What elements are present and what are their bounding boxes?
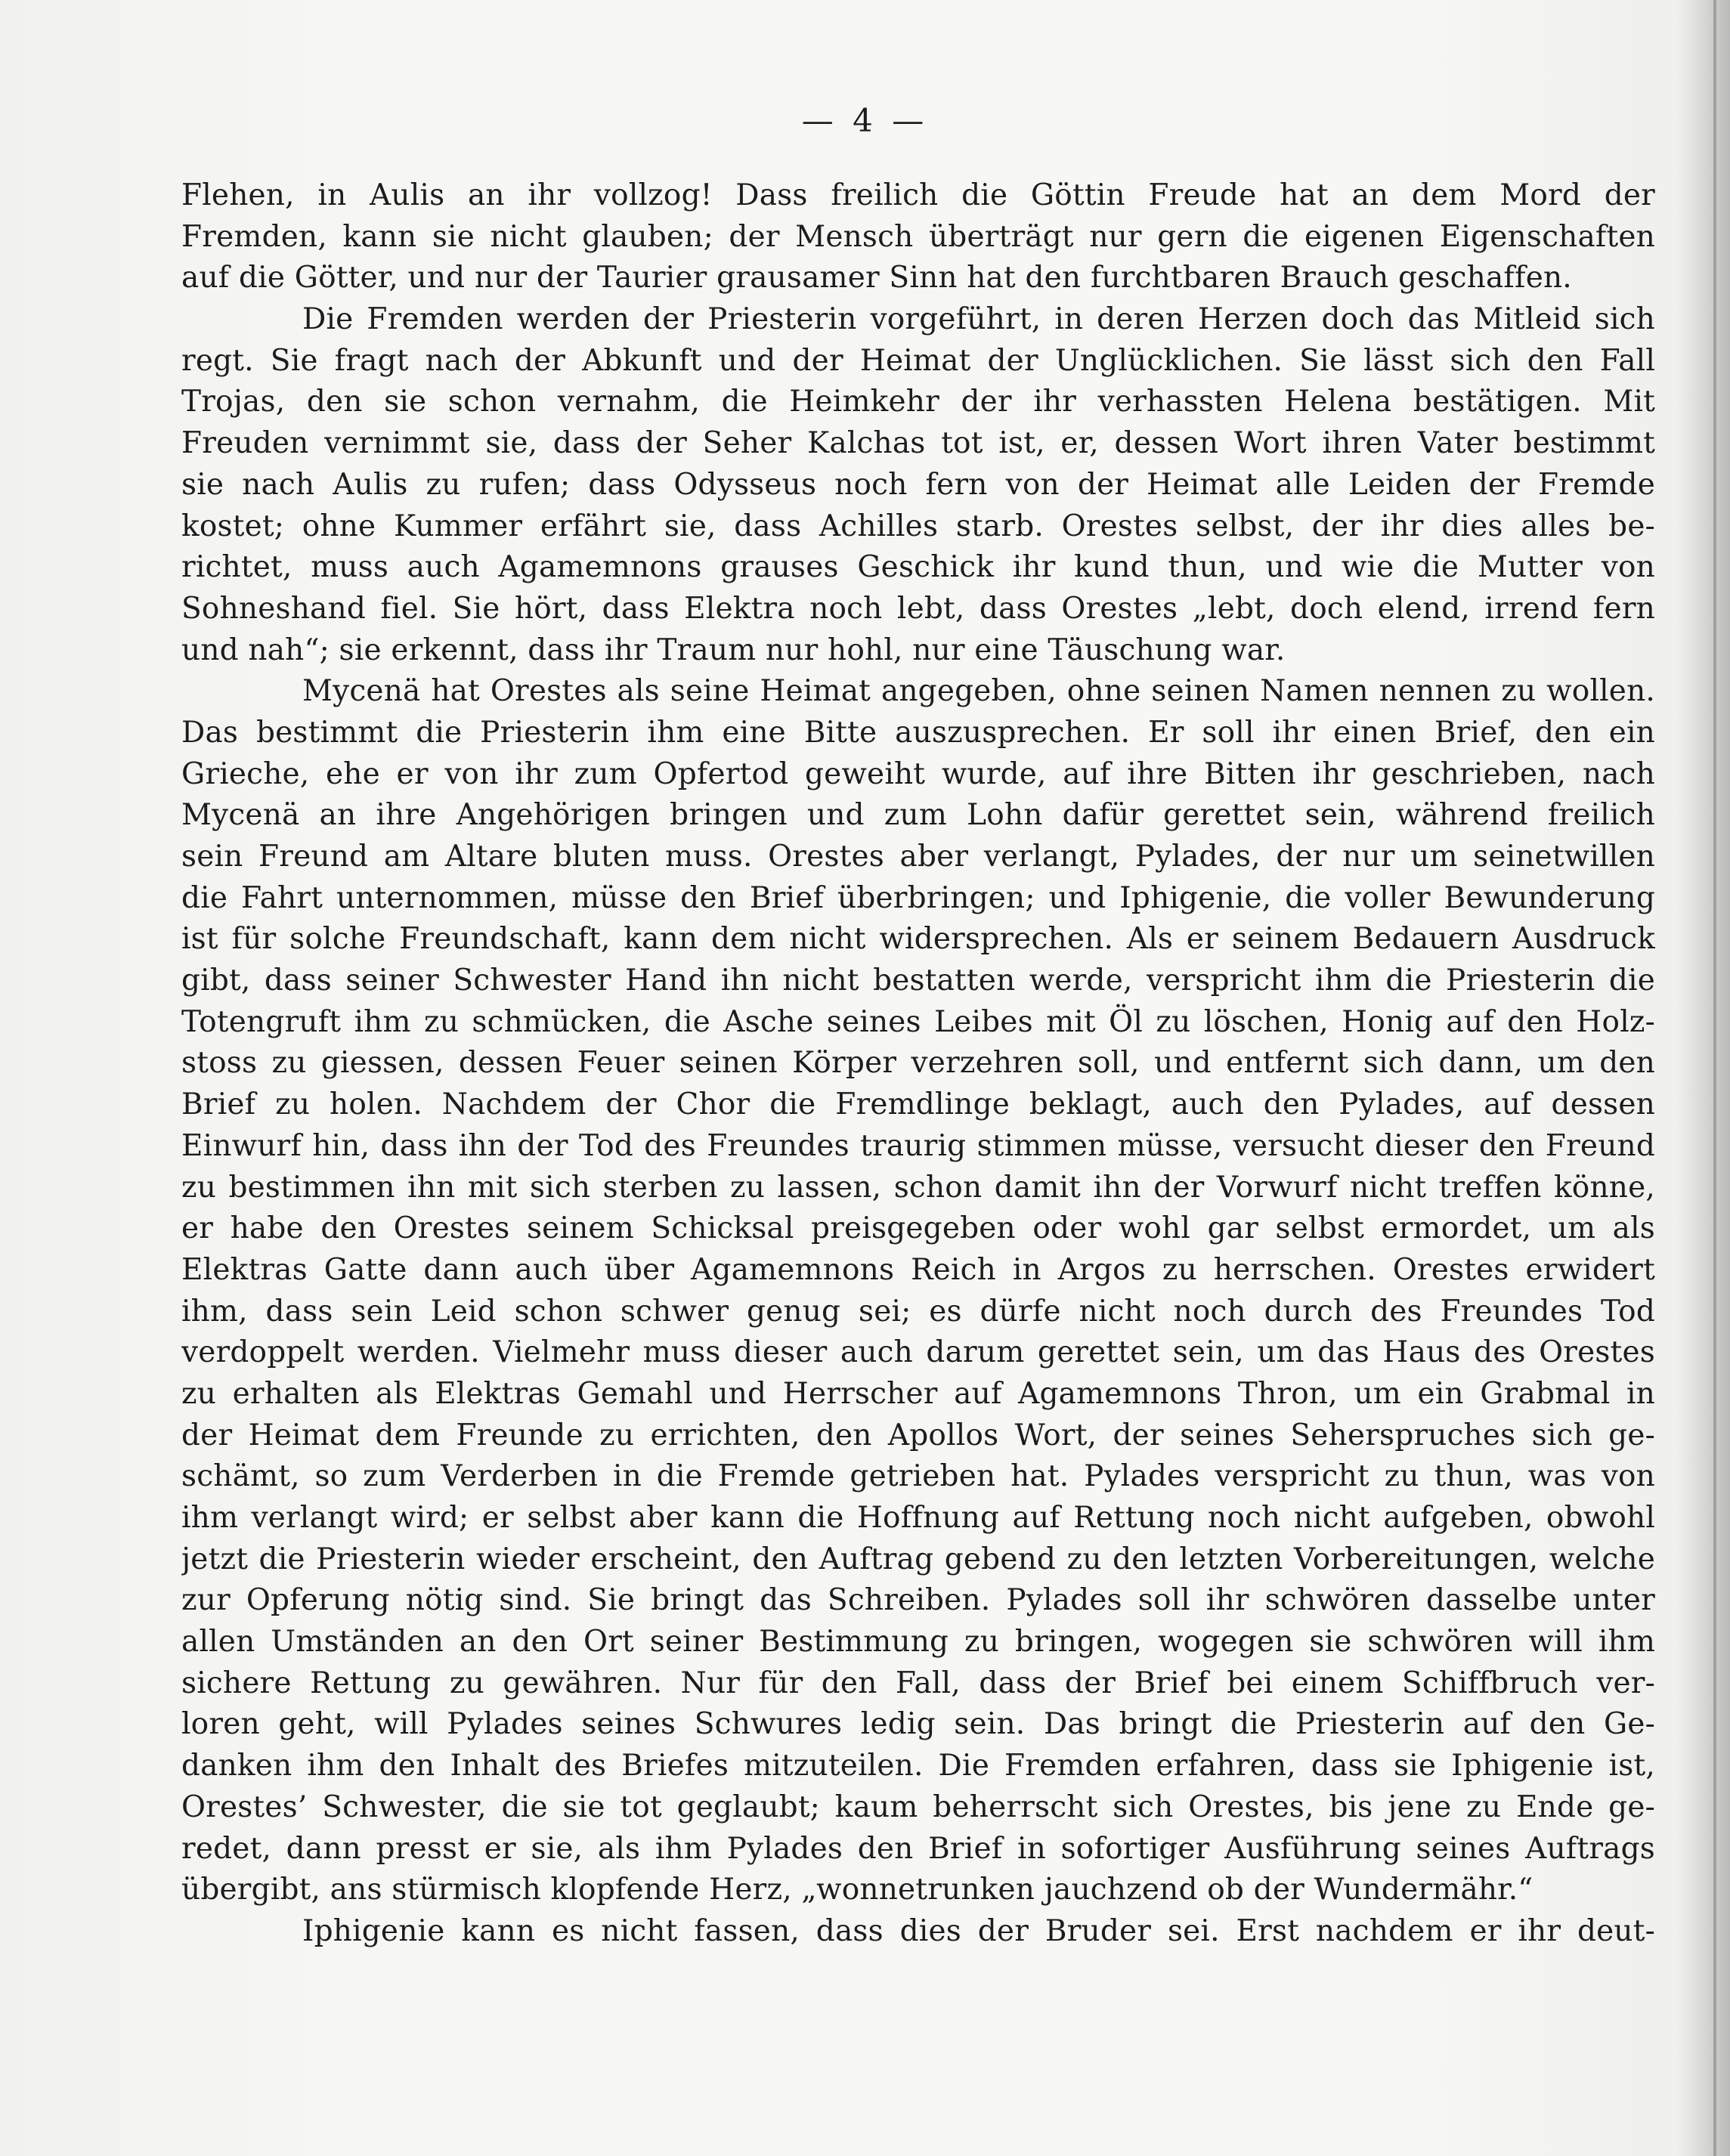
text-line: schämt, so zum Verderben in die Fremde getrieben hat. Pylades verspricht zu thun, was von [181,1459,1655,1494]
text-line: Freuden vernimmt sie, dass der Seher Kalchas tot ist, er, dessen Wort ihren Vater bestimmt [181,426,1655,461]
text-line: ihm, dass sein Leid schon schwer genug sei; es dürfe nicht noch durch des Freundes Tod [181,1294,1655,1329]
text-line: Mycenä an ihre Angehörigen bringen und zum Lohn dafür gerettet sein, während freilich [181,798,1655,833]
text-line: Trojas, den sie schon vernahm, die Heimkehr der ihr verhassten Helena bestätigen. Mit [181,385,1655,419]
text-line: ihm verlangt wird; er selbst aber kann die Hoffnung auf Rettung noch nicht aufgeben, obwohl [181,1501,1655,1535]
body-text [181,175,1655,1953]
text-line: Elektras Gatte dann auch über Agamemnons Reich in Argos zu herrschen. Orestes erwidert [181,1252,1655,1287]
text-line: gibt, dass seiner Schwester Hand ihn nicht bestatten werde, verspricht ihm die Priesterin die [181,964,1655,998]
text-line: Fremden, kann sie nicht glauben; der Mensch überträgt nur gern die eigenen Eigenschaften [181,219,1655,254]
text-line: und nah“; sie erkennt, dass ihr Traum nur hohl, nur eine Täuschung war. [181,633,1286,667]
text-line: stoss zu giessen, dessen Feuer seinen Körper verzehren soll, und entfernt sich dann, um den [181,1046,1655,1081]
text-line: zur Opferung nötig sind. Sie bringt das Schreiben. Pylades soll ihr schwören dasselbe unter [181,1583,1655,1618]
text-line: Grieche, ehe er von ihr zum Opfertod geweiht wurde, auf ihre Bitten ihr geschrieben, nach [181,756,1655,791]
text-line: Das bestimmt die Priesterin ihm eine Bitte auszusprechen. Er soll ihr einen Brief, den ein [181,715,1655,750]
text-line: Die Fremden werden der Priesterin vorgeführt, in deren Herzen doch das Mitleid sich [302,302,1655,337]
text-line: Sohneshand fiel. Sie hört, dass Elektra noch lebt, dass Orestes „lebt, doch elend, irrend fern [181,591,1655,626]
text-line: er habe den Orestes seinem Schicksal preisgegeben oder wohl gar selbst ermordet, um als [181,1211,1655,1246]
text-line: verdoppelt werden. Vielmehr muss dieser auch darum gerettet sein, um das Haus des Orestes [181,1335,1655,1370]
text-line: Mycenä hat Orestes als seine Heimat angegeben, ohne seinen Namen nennen zu wollen. [302,674,1655,709]
text-line: Einwurf hin, dass ihn der Tod des Freundes traurig stimmen müsse, versucht dieser den Freund [181,1128,1655,1163]
page-edge-shadow [1677,0,1730,2156]
text-line: zu erhalten als Elektras Gemahl und Herrscher auf Agamemnons Thron, um ein Grabmal in [181,1376,1655,1411]
text-line: allen Umständen an den Ort seiner Bestimmung zu bringen, wogegen sie schwören will ihm [181,1625,1655,1660]
text-line: der Heimat dem Freunde zu errichten, den Apollos Wort, der seines Seherspruches sich ge- [181,1418,1655,1452]
text-line: ist für solche Freundschaft, kann dem nicht widersprechen. Als er seinem Bedauern Ausdruck [181,922,1655,957]
page-number: — 4 — [801,102,929,139]
text-line: auf die Götter, und nur der Taurier grausamer Sinn hat den furchtbaren Brauch geschaffen. [181,261,1572,295]
text-line: danken ihm den Inhalt des Briefes mitzuteilen. Die Fremden erfahren, dass sie Iphigenie ist, [181,1749,1655,1783]
text-line: die Fahrt unternommen, müsse den Brief überbringen; und Iphigenie, die voller Bewunderung [181,880,1655,915]
text-line: übergibt, ans stürmisch klopfende Herz, „wonnetrunken jauchzend ob der Wundermähr.“ [181,1873,1533,1907]
text-line: regt. Sie fragt nach der Abkunft und der Heimat der Unglücklichen. Sie lässt sich den Fall [181,343,1655,378]
text-line: Brief zu holen. Nachdem der Chor die Fremdlinge beklagt, auch den Pylades, auf dessen [181,1087,1655,1122]
text-line: Orestes’ Schwester, die sie tot geglaubt; kaum beherrscht sich Orestes, bis jene zu Ende ge- [181,1789,1655,1824]
text-line: sein Freund am Altare bluten muss. Orestes aber verlangt, Pylades, der nur um seinetwillen [181,840,1655,874]
text-line: kostet; ohne Kummer erfährt sie, dass Achilles starb. Orestes selbst, der ihr dies alles be- [181,509,1655,543]
text-line: loren geht, will Pylades seines Schwures ledig sein. Das bringt die Priesterin auf den Ge- [181,1707,1655,1742]
text-line: jetzt die Priesterin wieder erscheint, den Auftrag gebend zu den letzten Vorbereitungen, welche [181,1542,1655,1576]
text-line: sichere Rettung zu gewähren. Nur für den Fall, dass der Brief bei einem Schiffbruch ver- [181,1666,1655,1700]
text-line: redet, dann presst er sie, als ihm Pylades den Brief in sofortiger Ausführung seines Auftrags [181,1831,1655,1866]
text-line: zu bestimmen ihn mit sich sterben zu lassen, schon damit ihn der Vorwurf nicht treffen könne, [181,1170,1655,1205]
text-line: Flehen, in Aulis an ihr vollzog! Dass freilich die Göttin Freude hat an dem Mord der [181,178,1655,212]
text-line: Iphigenie kann es nicht fassen, dass dies der Bruder sei. Erst nachdem er ihr deut- [302,1913,1655,1948]
text-line: richtet, muss auch Agamemnons grauses Geschick ihr kund thun, und wie die Mutter von [181,550,1655,585]
page-edge-line [1713,0,1716,2156]
text-line: sie nach Aulis zu rufen; dass Odysseus noch fern von der Heimat alle Leiden der Fremde [181,467,1655,502]
text-line: Totengruft ihm zu schmücken, die Asche seines Leibes mit Öl zu löschen, Honig auf den Holz- [181,1004,1655,1039]
